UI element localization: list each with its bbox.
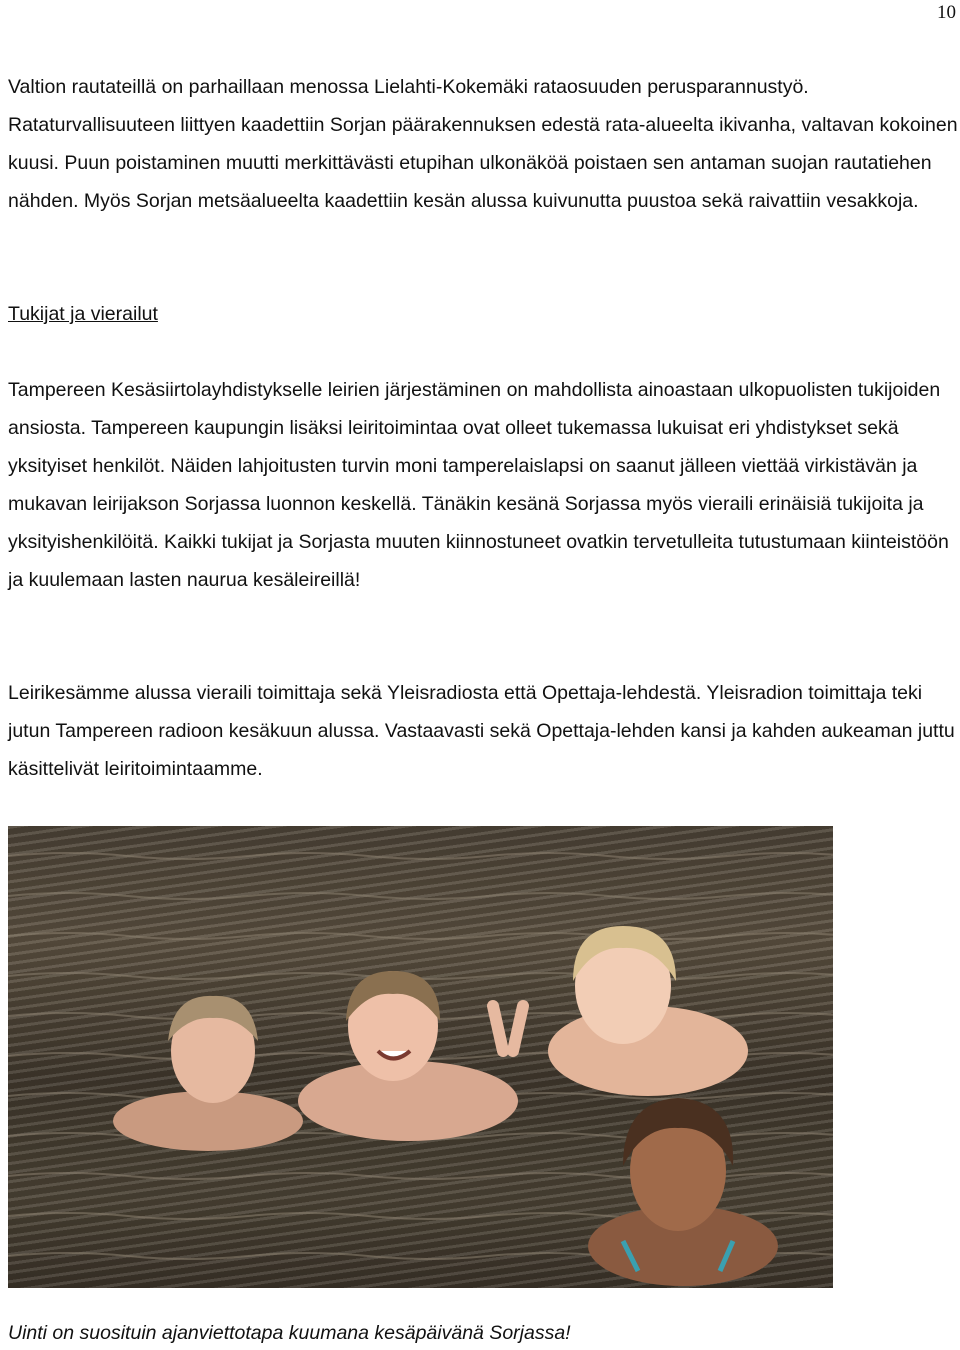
child-right-back — [548, 926, 748, 1096]
paragraph-visits: Leirikesämme alussa vieraili toimittaja sekä Yleisradiosta että Opettaja-lehdestä. Yleisradion toimittaja teki jutun Tampereen radioon kesäkuun alussa. Vastaavasti sekä Opettaja-lehden kansi ja kahden aukeaman juttu käsittelivät leiritoimintaamme. — [8, 682, 955, 780]
section-heading-text: Tukijat ja vierailut — [8, 303, 158, 325]
section-heading — [8, 295, 158, 333]
photo-illustration — [8, 826, 833, 1288]
swimming-children-photo — [8, 826, 833, 1288]
paragraph-supporters: Tampereen Kesäsiirtolayhdistykselle leirien järjestäminen on mahdollista ainoastaan ulkopuolisten tukijoiden ansiosta. Tampereen kaupungin lisäksi leiritoimintaa ovat olleet tukemassa lukuisat eri yhdistykset sekä yksityiset henkilöt. Näiden lahjoitusten turvin moni tamperelaislapsi on saanut jälleen viettää virkistävän ja mukavan leirijakson Sorjassa luonnon keskellä. Tänäkin kesänä Sorjassa myös vieraili erinäisiä tukijoita ja yksityishenkilöitä. Kaikki tukijat ja Sorjasta muuten kiinnostuneet ovatkin tervetulleita tutustumaan kiinteistöön ja kuulemaan lasten naurua kesäleireillä! — [8, 379, 949, 591]
child-front — [588, 1098, 778, 1286]
page-number: 10 — [937, 2, 956, 23]
paragraph-railway: Valtion rautateillä on parhaillaan menossa Lielahti-Kokemäki rataosuuden perusparannustyö. Rataturvallisuuteen liittyen kaadettiin Sorjan päärakennuksen edestä rata-alueelta ikivanha, valtavan kokoinen kuusi. Puun poistaminen muutti merkittävästi etupihan ulkonäköä poistaen sen antaman suojan rautatiehen nähden. Myös Sorjan metsäalueelta kaadettiin kesän alussa kuivunutta puustoa sekä raivattiin vesakkoja. — [8, 76, 958, 212]
photo-caption: Uinti on suosituin ajanviettotapa kuumana kesäpäivänä Sorjassa! — [8, 1322, 571, 1344]
child-left — [113, 996, 303, 1151]
